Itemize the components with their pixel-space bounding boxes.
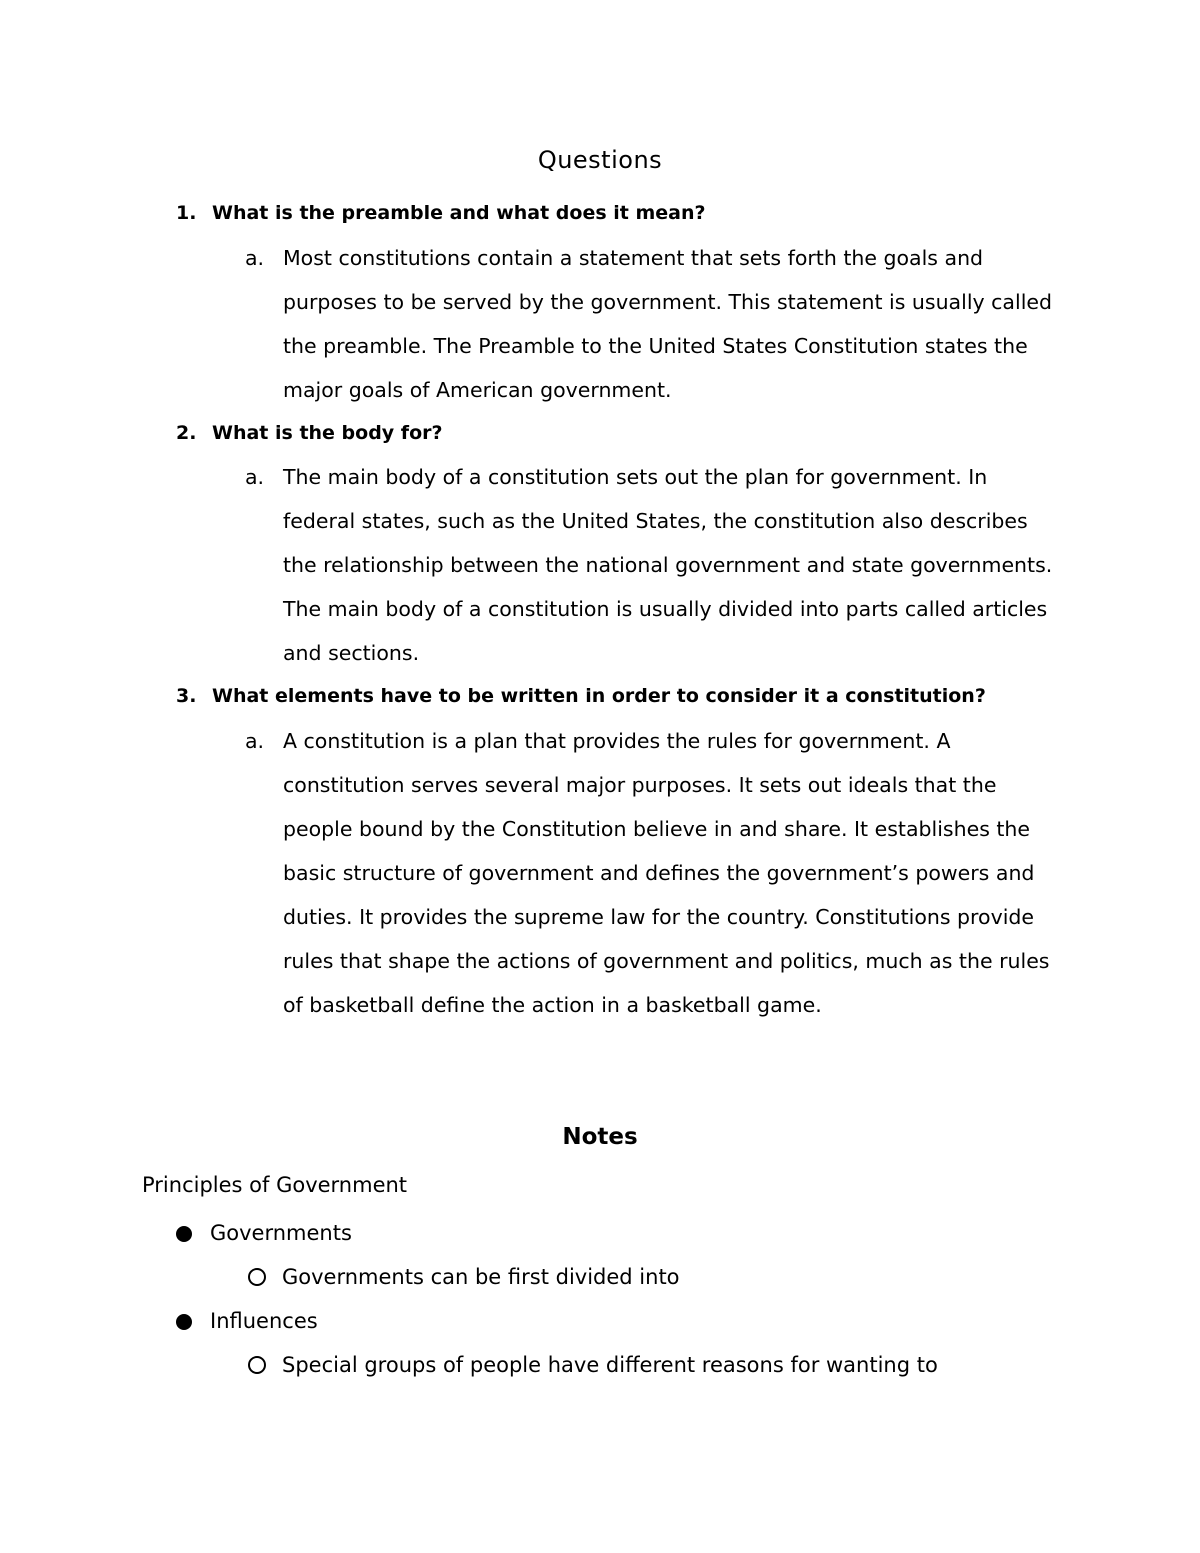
notes-subitem-text: Special groups of people have different reasons for wanting to	[282, 1353, 938, 1377]
notes-item-label: Governments	[210, 1221, 352, 1245]
answer-1	[245, 236, 1065, 412]
answer-text: A constitution is a plan that provides the rules for government. A constitution serves several major purposes. It sets out ideals that the people bound by the Constitution believe in and share. It establishes the basic structure of government and defines the government’s powers and duties. It provides the supreme law for the country. Constitutions provide rules that shape the actions of government and politics, much as the rules of basketball define the action in a basketball game.	[283, 729, 1050, 1017]
answer-text: The main body of a constitution sets out the plan for government. In federal states, such as the United States, the constitution also describes the relationship between the national government and state governments. The main body of a constitution is usually divided into parts called articles and sections.	[283, 465, 1053, 665]
question-number: 1.	[176, 202, 197, 224]
question-number: 3.	[176, 685, 197, 707]
question-1	[176, 198, 706, 228]
answer-marker: a.	[245, 729, 265, 753]
notes-title: Notes	[562, 1124, 638, 1150]
question-text: What is the preamble and what does it mean?	[212, 202, 706, 224]
answer-marker: a.	[245, 465, 265, 489]
answer-marker: a.	[245, 246, 265, 270]
answer-text: Most constitutions contain a statement that sets forth the goals and purposes to be served by the government. This statement is usually called the preamble. The Preamble to the United States Constitution states the major goals of American government.	[283, 246, 1053, 402]
notes-subitem-influences	[248, 1350, 938, 1380]
page-title: Questions	[537, 146, 663, 174]
question-text: What is the body for?	[212, 422, 443, 444]
answer-2	[245, 455, 1065, 675]
question-text: What elements have to be written in order to consider it a constitution?	[212, 685, 986, 707]
notes-subitem-text: Governments can be first divided into	[282, 1265, 680, 1289]
hollow-bullet-icon	[248, 1268, 266, 1286]
hollow-bullet-icon	[248, 1356, 266, 1374]
question-2	[176, 418, 443, 448]
question-number: 2.	[176, 422, 197, 444]
notes-item-governments	[176, 1218, 352, 1248]
filled-bullet-icon	[176, 1226, 192, 1242]
notes-item-label: Influences	[210, 1309, 318, 1333]
section-heading: Principles of Government	[142, 1173, 408, 1197]
answer-3	[245, 719, 1065, 1027]
question-3	[176, 681, 986, 711]
notes-subitem-governments	[248, 1262, 680, 1292]
filled-bullet-icon	[176, 1314, 192, 1330]
notes-item-influences	[176, 1306, 318, 1336]
